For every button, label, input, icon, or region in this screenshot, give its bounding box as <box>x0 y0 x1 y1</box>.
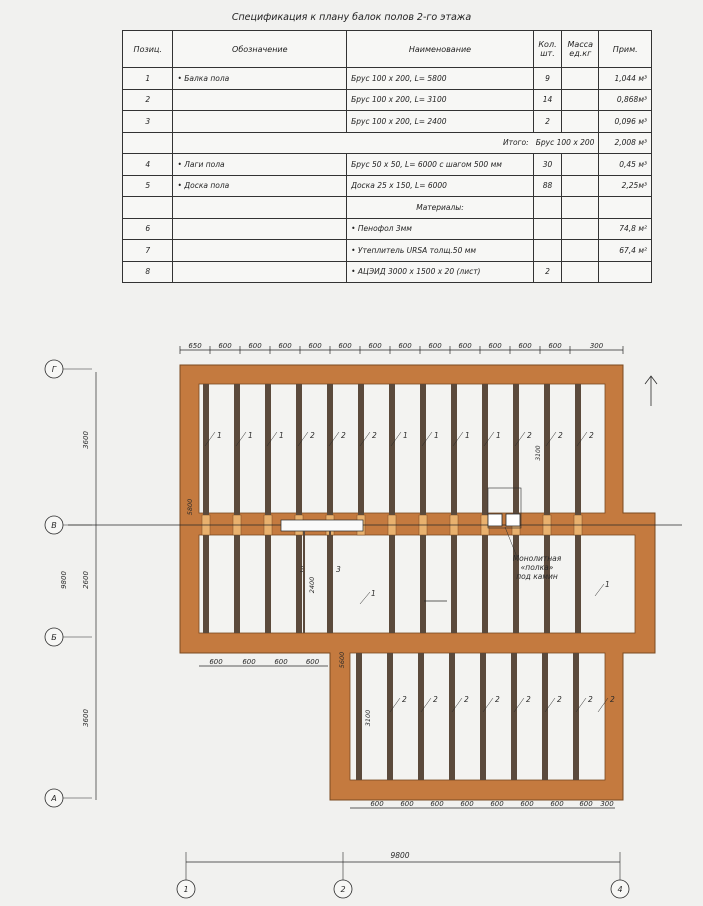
cell-name: Доска 25 х 150, L= 6000 <box>347 175 534 197</box>
beam <box>451 535 457 633</box>
top-dim-label: 600 <box>368 342 382 350</box>
beam-label: 2 <box>372 431 377 440</box>
top-dim-label: 600 <box>338 342 352 350</box>
beam <box>203 535 209 633</box>
beam <box>327 384 333 516</box>
vertical-dim-label: 2600 <box>82 571 90 589</box>
beam <box>482 384 488 516</box>
bottom-dim-label: 600 <box>460 800 474 808</box>
top-dim-label: 600 <box>218 342 232 350</box>
cell-name: • АЦЭИД 3000 х 1500 х 20 (лист) <box>347 261 534 283</box>
chimney-block <box>488 514 502 526</box>
beam <box>387 653 393 780</box>
dim-3100-top: 3100 <box>535 445 542 461</box>
beam-label: 2 <box>527 431 532 440</box>
cell-pos: 8 <box>123 261 173 283</box>
beam <box>356 653 362 780</box>
cell-pos: 5 <box>123 175 173 197</box>
cell-note: 2,25м³ <box>599 175 652 197</box>
beam <box>511 653 517 780</box>
header-mass: Масса ед.кг <box>562 31 599 68</box>
beam <box>265 535 271 633</box>
axis-label: Б <box>51 633 57 642</box>
beam-label: 2 <box>526 695 531 704</box>
cell-pos: 7 <box>123 240 173 262</box>
cell-name: Брус 50 х 50, L= 6000 с шагом 500 мм <box>347 154 534 176</box>
cell-designation: • Доска пола <box>173 175 347 197</box>
beam <box>482 535 488 633</box>
header-pos: Позиц. <box>123 31 173 68</box>
axis-label: В <box>51 521 57 530</box>
header-note: Прим. <box>599 31 652 68</box>
top-dim-label: 600 <box>398 342 412 350</box>
beam <box>575 384 581 516</box>
beam-label: 2 <box>433 695 438 704</box>
spec-title: Спецификация к плану балок полов 2-го этажа <box>231 12 472 23</box>
shelf-note: под камин <box>516 572 558 581</box>
top-dim-label: 600 <box>308 342 322 350</box>
total-width-label: 9800 <box>390 851 410 860</box>
cell-note: 0,45 м³ <box>599 154 652 176</box>
beam-label: 2 <box>495 695 500 704</box>
top-dim-label: 600 <box>488 342 502 350</box>
beam <box>451 384 457 516</box>
cell-note: 1,044 м³ <box>599 68 652 90</box>
beam-label: 2 <box>558 431 563 440</box>
beam-label-1a: 1 <box>371 589 376 598</box>
lb-dim-label: 600 <box>305 658 320 666</box>
header-beam <box>281 520 363 531</box>
dim-5600: 5600 <box>338 651 346 669</box>
beam <box>544 535 550 633</box>
beam <box>575 535 581 633</box>
cell-qty: 14 <box>533 89 561 111</box>
beam-label: 2 <box>310 431 315 440</box>
beam-label-3b: 3 <box>336 565 341 574</box>
cell-qty: 30 <box>533 154 561 176</box>
cell-note: 2,008 м³ <box>599 132 652 154</box>
beam-label-1b: 1 <box>605 580 610 589</box>
cell-note: 0,096 м³ <box>599 111 652 133</box>
axis-label: 4 <box>617 885 623 894</box>
beam <box>542 653 548 780</box>
total-text: Брус 100 х 200 <box>535 138 595 148</box>
beam <box>389 384 395 516</box>
top-dim-label: 300 <box>589 342 604 350</box>
beam-label-3a: 3 <box>300 565 305 574</box>
header-designation: Обозначение <box>173 31 347 68</box>
beam-label: 2 <box>610 695 615 704</box>
lb-dim-label: 600 <box>242 658 256 666</box>
beam <box>544 384 550 516</box>
bottom-dim-label: 600 <box>579 800 593 808</box>
bottom-dim-label: 600 <box>370 800 384 808</box>
vertical-dim-label: 3600 <box>82 709 90 727</box>
bottom-dim-label: 600 <box>550 800 564 808</box>
header-qty: Кол. шт. <box>533 31 561 68</box>
beam <box>420 384 426 516</box>
beam <box>296 535 302 633</box>
lb-dim-label: 600 <box>274 658 288 666</box>
beam <box>265 384 271 516</box>
bottom-dim-label: 300 <box>600 800 614 808</box>
cell-note: 74,8 м² <box>599 218 652 240</box>
beam <box>480 653 486 780</box>
beam-label: 1 <box>248 431 253 440</box>
bottom-dim-label: 600 <box>430 800 444 808</box>
top-dim-label: 600 <box>548 342 562 350</box>
beam-label: 1 <box>217 431 222 440</box>
beam-label: 1 <box>279 431 284 440</box>
top-dim-label: 600 <box>458 342 472 350</box>
vertical-dim-label: 9800 <box>60 571 68 589</box>
beam-label: 2 <box>341 431 346 440</box>
cell-name: Брус 100 х 200, L= 2400 <box>347 111 534 133</box>
lb-dim-label: 600 <box>209 658 223 666</box>
shelf-note: Монолитная <box>512 554 562 563</box>
cell-pos: 3 <box>123 111 173 133</box>
dim-2400: 2400 <box>308 576 316 594</box>
cell-designation: • Лаги пола <box>173 154 347 176</box>
cell-qty: 2 <box>533 261 561 283</box>
chimney-block <box>506 514 520 526</box>
beam-label: 2 <box>588 695 593 704</box>
top-dim-label: 600 <box>278 342 292 350</box>
beam-label: 2 <box>557 695 562 704</box>
beam-label: 1 <box>434 431 439 440</box>
beam <box>234 384 240 516</box>
beam-label: 2 <box>464 695 469 704</box>
room-middle <box>199 535 635 633</box>
dim-5800: 5800 <box>186 498 194 516</box>
bottom-dim-label: 600 <box>490 800 504 808</box>
axis-label: Г <box>51 365 57 374</box>
cell-pos: 6 <box>123 218 173 240</box>
cell-qty: 88 <box>533 175 561 197</box>
beam <box>358 384 364 516</box>
top-dim-label: 600 <box>518 342 532 350</box>
bottom-dim-label: 600 <box>400 800 414 808</box>
cell-qty: 9 <box>533 68 561 90</box>
axis-label: 1 <box>183 885 189 894</box>
vertical-dim-label: 3600 <box>82 431 90 449</box>
beam-label: 1 <box>496 431 501 440</box>
cell-name: Брус 100 х 200, L= 5800 <box>347 68 534 90</box>
beam <box>203 384 209 516</box>
section-materials: Материалы: <box>347 197 534 219</box>
axis-label: А <box>51 794 57 803</box>
beam <box>573 653 579 780</box>
cell-note: 0,868м³ <box>599 89 652 111</box>
beam <box>449 653 455 780</box>
cell-name: • Пенофол 3мм <box>347 218 534 240</box>
beam-label: 2 <box>402 695 407 704</box>
cell-note: 67,4 м² <box>599 240 652 262</box>
beam-label: 1 <box>403 431 408 440</box>
top-dim-label: 600 <box>248 342 262 350</box>
beam-label: 2 <box>589 431 594 440</box>
header-name: Наименование <box>347 31 534 68</box>
beam <box>296 384 302 516</box>
beam <box>418 653 424 780</box>
shelf-note: «полка» <box>520 563 554 572</box>
cell-name: • Утеплитель URSA толщ.50 мм <box>347 240 534 262</box>
top-dim-label: 600 <box>428 342 442 350</box>
cell-name: Брус 100 х 200, L= 3100 <box>347 89 534 111</box>
beam <box>389 535 395 633</box>
axis-label: 2 <box>340 885 346 894</box>
beam <box>513 384 519 516</box>
cell-qty: 2 <box>533 111 561 133</box>
cell-pos: 2 <box>123 89 173 111</box>
beam <box>420 535 426 633</box>
cell-pos: 4 <box>123 154 173 176</box>
cell-pos: 1 <box>123 68 173 90</box>
beam <box>234 535 240 633</box>
cell-designation: • Балка пола <box>173 68 347 90</box>
beam-label: 1 <box>465 431 470 440</box>
bottom-dim-label: 600 <box>520 800 534 808</box>
total-label: Итого: <box>502 138 529 148</box>
dim-3100-bottom: 3100 <box>364 709 372 727</box>
top-dim-label: 650 <box>188 342 202 350</box>
